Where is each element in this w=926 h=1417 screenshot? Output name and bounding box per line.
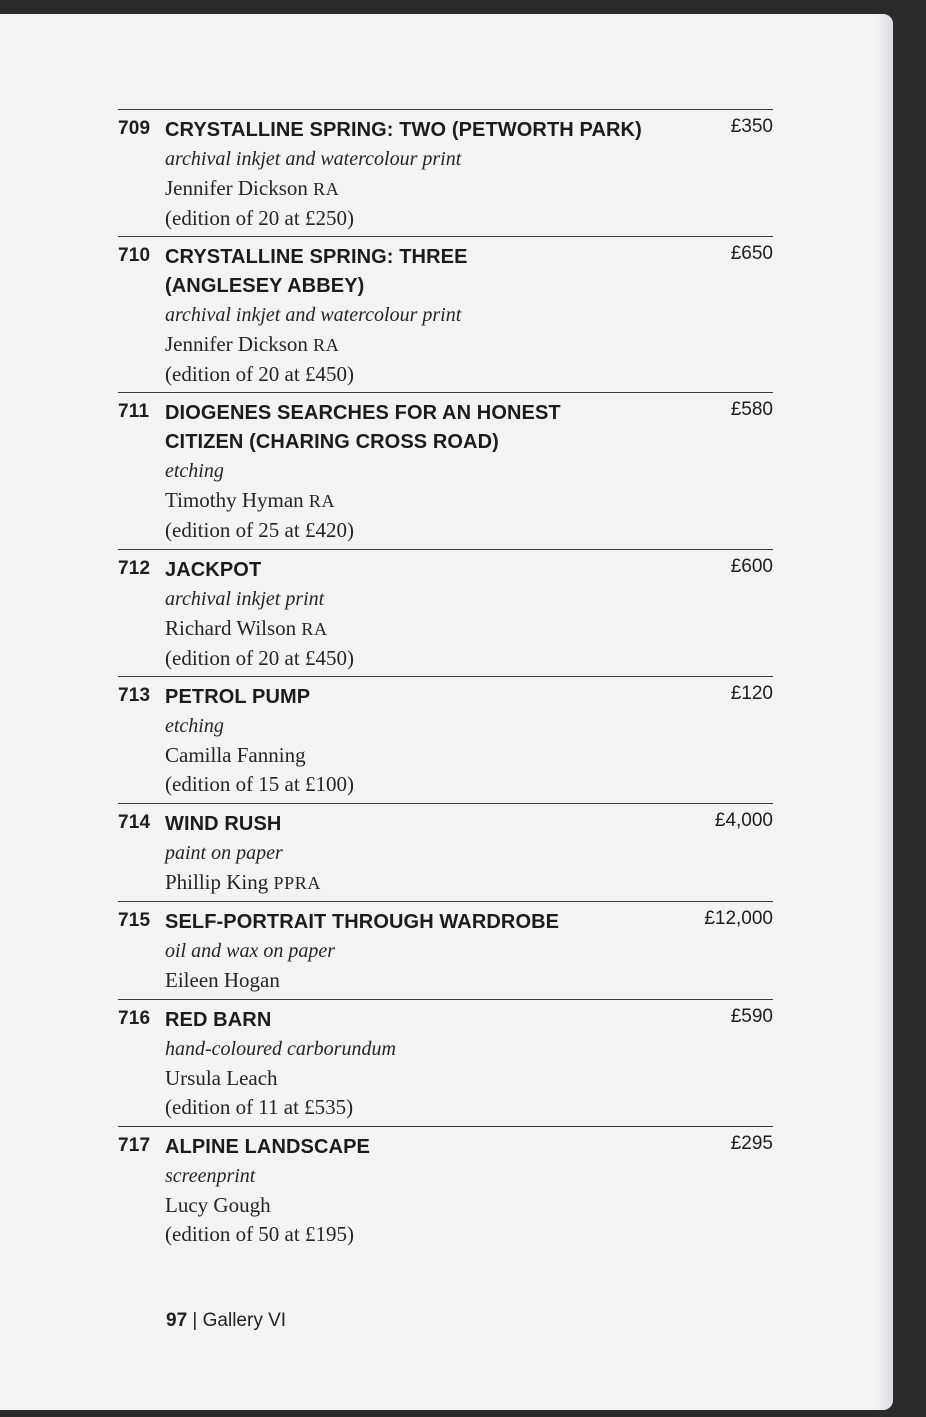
entry-price: £12,000: [704, 908, 773, 929]
entry-medium: archival inkjet and watercolour print: [165, 304, 462, 326]
artist-name: Jennifer Dickson: [165, 332, 308, 356]
entry-medium: archival inkjet print: [165, 588, 325, 610]
entry-artist: [165, 174, 685, 204]
catalogue-entry: [118, 676, 773, 803]
catalogue-page: [0, 14, 893, 1410]
footer-separator: |: [187, 1310, 203, 1331]
entry-edition: (edition of 20 at £450): [165, 362, 354, 386]
entry-medium: paint on paper: [165, 842, 283, 864]
entry-number: 713: [118, 685, 151, 706]
entry-title: DIOGENES SEARCHES FOR AN HONEST CITIZEN (CHARING CROSS ROAD): [165, 402, 561, 453]
entry-edition: (edition of 20 at £250): [165, 206, 354, 230]
catalogue-entry: [118, 999, 773, 1126]
entry-title: SELF-PORTRAIT THROUGH WARDROBE: [165, 911, 560, 933]
entry-artist: [165, 330, 525, 360]
catalogue-entry: [118, 803, 773, 901]
entry-price: £590: [730, 1006, 773, 1027]
entry-medium: etching: [165, 460, 224, 482]
entry-title: RED BARN: [165, 1009, 272, 1031]
entry-medium: screenprint: [165, 1165, 256, 1187]
entry-artist: [165, 614, 685, 644]
entry-medium: archival inkjet and watercolour print: [165, 148, 462, 170]
catalogue-entry: [118, 109, 773, 236]
entry-edition: (edition of 25 at £420): [165, 518, 354, 542]
entry-artist: Camilla Fanning: [165, 743, 306, 767]
artist-honour: RA: [313, 335, 340, 355]
entry-price: £120: [730, 683, 773, 704]
entry-number: 716: [118, 1008, 151, 1029]
entry-price: £580: [730, 399, 773, 420]
catalogue-entry: [118, 901, 773, 999]
entry-number: 711: [118, 401, 150, 422]
artist-name: Richard Wilson: [165, 616, 297, 640]
entry-number: 715: [118, 910, 151, 931]
section-name: Gallery VI: [202, 1310, 287, 1331]
entry-number: 717: [118, 1135, 151, 1156]
entry-medium: etching: [165, 715, 224, 737]
entry-artist: Ursula Leach: [165, 1066, 278, 1090]
entry-title: CRYSTALLINE SPRING: THREE (ANGLESEY ABBEY): [165, 246, 468, 297]
entry-title: WIND RUSH: [165, 813, 282, 835]
catalogue-entry: [118, 392, 773, 549]
entry-medium: oil and wax on paper: [165, 940, 335, 962]
entry-price: £350: [730, 116, 773, 137]
entry-artist: Eileen Hogan: [165, 968, 280, 992]
entry-number: 709: [118, 118, 151, 139]
entry-edition: (edition of 11 at £535): [165, 1095, 354, 1119]
catalogue-entry: [118, 549, 773, 676]
entry-price: £4,000: [714, 810, 773, 831]
artist-honour: RA: [301, 619, 328, 639]
entry-price: £600: [730, 556, 773, 577]
artist-name: Jennifer Dickson: [165, 176, 308, 200]
entry-edition: (edition of 20 at £450): [165, 646, 354, 670]
artist-name: Timothy Hyman: [165, 488, 304, 512]
entry-artist: [165, 868, 685, 898]
entry-edition: (edition of 15 at £100): [165, 772, 354, 796]
entry-price: £650: [730, 243, 773, 264]
artist-honour: RA: [308, 491, 336, 511]
artist-honour: PPRA: [273, 873, 321, 893]
page-fore-edge: [875, 14, 893, 1410]
entry-artist: [165, 486, 605, 516]
artist-honour: RA: [313, 179, 340, 199]
entry-edition: (edition of 50 at £195): [165, 1222, 354, 1246]
entry-title: CRYSTALLINE SPRING: TWO (PETWORTH PARK): [165, 119, 642, 141]
entry-price: £295: [730, 1133, 773, 1154]
catalogue-entry: [118, 1126, 773, 1253]
entry-number: 714: [118, 812, 151, 833]
entry-number: 710: [118, 245, 151, 266]
page-number: 97: [166, 1310, 188, 1331]
entry-artist: Lucy Gough: [165, 1193, 271, 1217]
entry-medium: hand-coloured carborundum: [165, 1038, 396, 1060]
artist-name: Phillip King: [165, 870, 269, 894]
page-footer: [166, 1310, 286, 1332]
entry-title: ALPINE LANDSCAPE: [165, 1136, 370, 1158]
entry-number: 712: [118, 558, 151, 579]
entry-title: PETROL PUMP: [165, 686, 311, 708]
entry-title: JACKPOT: [165, 559, 262, 581]
catalogue-entry: [118, 236, 773, 393]
